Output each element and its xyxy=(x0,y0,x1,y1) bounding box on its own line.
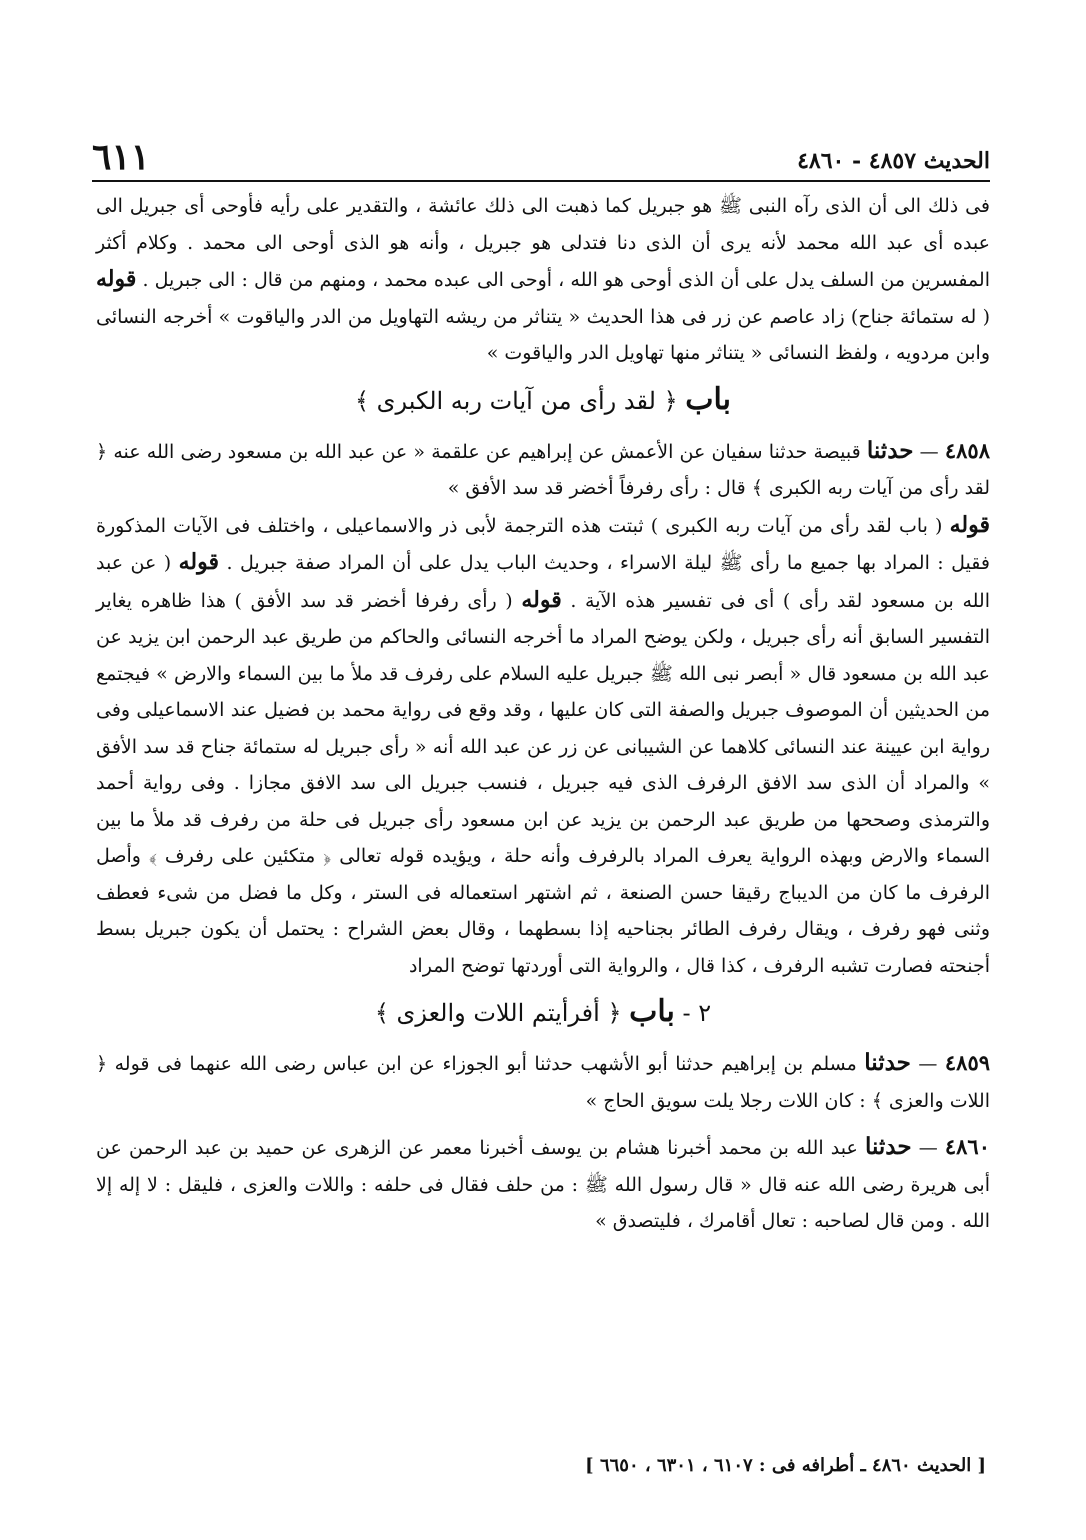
hadith-text: مسلم بن إبراهيم حدثنا أبو الأشهب حدثنا أبو الجوزاء عن ابن عباس رضى الله عنهما فى قوله ﴿ اللات والعزى ﴾ : كان اللات رجلا يلت سويق الحاج » xyxy=(96,1053,990,1112)
chapter-heading xyxy=(96,376,990,425)
commentary-text: فى ذلك الى أن الذى رآه النبى ﷺ هو جبريل كما ذهبت الى ذلك عائشة ، والتقدير على رأيه فأوحى أى جبريل الى عبده أى عبد الله محمد لأنه يرى أن الذى دنا فتدلى هو جبريل ، وأنه هو الذى أوحى الى محمد . وكلام أكثر المفسرين من السلف يدل على أن الذى أوحى هو الله ، أوحى الى عبده محمد ، ومنهم من قال : الى جبريل . xyxy=(96,195,990,291)
hadith-text: قبيصة حدثنا سفيان عن الأعمش عن إبراهيم عن علقمة « عن عبد الله بن مسعود رضى الله عنه ﴿ لقد رأى من آيات ربه الكبرى ﴾ قال : رأى رفرفاً أخضر قد سد الأفق » xyxy=(96,440,990,499)
running-head: الحديث ٤٨٥٧ - ٤٨٦٠ xyxy=(797,148,990,174)
hadith-number: ٤٨٦٠ xyxy=(944,1134,990,1159)
chapter-heading xyxy=(96,988,990,1037)
chapter-title: ﴿ أفرأيتم اللات والعزى ﴾ xyxy=(374,999,622,1027)
hadith-number: ٤٨٥٩ xyxy=(944,1050,991,1075)
page-number: ٦١١ xyxy=(92,136,151,178)
qawluhu-marker: قوله xyxy=(521,586,562,613)
qawluhu-marker: قوله xyxy=(949,511,991,538)
hadith-4859: ٤٨٥٩ — حدثنا مسلم بن إبراهيم حدثنا أبو الأشهب حدثنا أبو الجوزاء عن ابن عباس رضى الله عنهما فى قوله ﴿ اللات والعزى ﴾ : كان اللات رجلا يلت سويق الحاج » xyxy=(96,1049,991,1112)
commentary-text: ( عن عبد الله بن مسعود لقد رأى ) أى فى تفسير هذه الآية . xyxy=(96,552,990,612)
hadith-4860: ٤٨٦٠ — حدثنا عبد الله بن محمد أخبرنا هشام بن يوسف أخبرنا معمر عن الزهرى عن حميد بن عبد الرحمن عن أبى هريرة رضى الله عنه قال « قال رسول الله ﷺ : من حلف فقال فى حلفه : واللات والعزى ، فليقل : لا إله إلا الله . ومن قال لصاحبه : تعال أقامرك ، فليتصدق » xyxy=(96,1133,990,1232)
page-header xyxy=(92,128,990,182)
commentary-text: ( له ستمائة جناح) زاد عاصم عن زر فى هذا الحديث « يتناثر من ريشه التهاويل من الدر والياقوت » أخرجه النسائى وابن مردويه ، ولفظ النسائى « يتناثر منها تهاويل الدر والياقوت » xyxy=(96,305,990,364)
haddathana-marker: حدثنا xyxy=(864,1049,911,1076)
haddathana-marker: حدثنا xyxy=(866,436,914,464)
bab-word: باب xyxy=(629,994,675,1029)
chapter-title: ﴿ لقد رأى من آيات ربه الكبرى ﴾ xyxy=(354,386,678,415)
footnote-cross-reference: [ الحديث ٤٨٦٠ ـ أطرافه فى : ٦١٠٧ ، ٦٣٠١ ، ٦٦٥٠ ] xyxy=(585,1455,986,1476)
page-body xyxy=(96,188,990,1240)
qawluhu-marker: قوله xyxy=(96,266,137,292)
commentary-text: ( باب لقد رأى من آيات ربه الكبرى ) ثبتت هذه الترجمة لأبى ذر والاسماعيلى ، واختلف فى الآيات المذكورة فقيل : المراد بها جميع ما رأى ﷺ ليلة الاسراء ، وحديث الباب يدل على أن المراد صفة جبريل . xyxy=(96,514,990,574)
haddathana-marker: حدثنا xyxy=(864,1133,912,1160)
commentary-paragraph xyxy=(96,507,990,985)
hadith-4858: ٤٨٥٨ — حدثنا قبيصة حدثنا سفيان عن الأعمش عن إبراهيم عن علقمة « عن عبد الله بن مسعود رضى الله عنه ﴿ لقد رأى من آيات ربه الكبرى ﴾ قال : رأى رفرفاً أخضر قد سد الأفق » xyxy=(96,436,990,499)
hadith-text: عبد الله بن محمد أخبرنا هشام بن يوسف أخبرنا معمر عن الزهرى عن حميد بن عبد الرحمن عن أبى هريرة رضى الله عنه قال « قال رسول الله ﷺ : من حلف فقال فى حلفه : واللات والعزى ، فليقل : لا إله إلا الله . ومن قال لصاحبه : تعال أقامرك ، فليتصدق » xyxy=(96,1137,990,1232)
bab-word: باب xyxy=(685,381,731,417)
hadith-number: ٤٨٥٨ xyxy=(944,437,990,463)
commentary-paragraph xyxy=(96,188,990,372)
commentary-text: ( رأى رفرفا أخضر قد سد الأفق ) هذا ظاهره يغاير التفسير السابق أنه رأى جبريل ، ولكن يوضح المراد ما أخرجه النسائى والحاكم من طريق عبد الرحمن ابن يزيد عن عبد الله بن مسعود قال « أبصر نبى الله ﷺ جبريل عليه السلام على رفرف قد ملأ ما بين السماء والارض » فيجتمع من الحديثين أن الموصوف جبريل والصفة التى كان عليها ، وقد وقع فى رواية محمد بن فضيل عند الاسماعيلى وفى رواية ابن عيينة عند النسائى كلاهما عن الشيبانى عن زر عن عبد الله أنه « رأى جبريل له ستمائة جناح قد سد الأفق » والمراد أن الذى سد الافق الرفرف الذى فيه جبريل ، فنسب جبريل الى سد الافق مجازا . وفى رواية أحمد والترمذى وصححها من طريق عبد الرحمن بن يزيد عن ابن مسعود رأى جبريل فى حلة من رفرف قد ملأ ما بين السماء والارض وبهذه الرواية يعرف المراد بالرفرف وأنه حلة ، ويؤيده قوله تعالى ﴿ متكئين على رفرف ﴾ وأصل الرفرف ما كان من الديباج رقيقا حسن الصنعة ، ثم اشتهر استعماله فى الستر ، وكل ما فضل من شىء فعطف وثنى فهو رفرف ، ويقال رفرف الطائر بجناحيه إذا بسطهما ، وقال بعض الشراح : يحتمل أن يكون جبريل بسط أجنحته فصارت تشبه الرفرف ، كذا قال ، والرواية التى أوردتها توضح المراد xyxy=(96,589,991,977)
qawluhu-marker: قوله xyxy=(178,549,219,575)
chapter-number: ٢ - xyxy=(682,999,712,1027)
